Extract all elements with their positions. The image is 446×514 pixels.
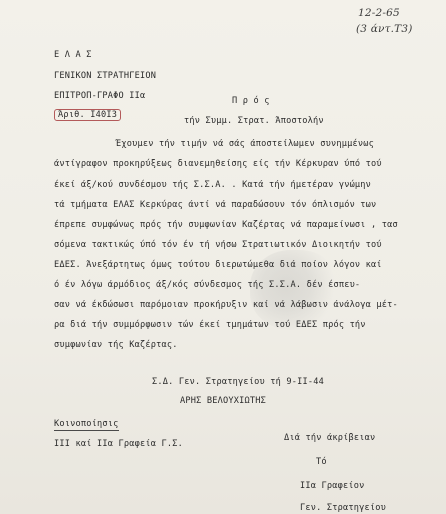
org-name: Ε Λ Α Σ — [54, 50, 92, 60]
signature-place-date: Σ.Δ. Γεν. Στρατηγείου τή 9-ΙΙ-44 — [152, 377, 324, 387]
distribution-line: ΙΙΙ καί ΙΙα Γραφεία Γ.Σ. — [54, 439, 183, 449]
addressee-line: τήν Συμμ. Στρατ. Άποστολήν — [184, 116, 324, 126]
reference-number: Άριθ. Ι40Ι3 — [54, 109, 121, 121]
addressee-label: Π ρ ό ς — [232, 96, 270, 106]
certification-headquarters: Γεν. Στρατηγείου — [300, 503, 386, 513]
org-headquarters: ΓΕΝΙΚΟΝ ΣΤΡΑΤΗΓΕΙΟΝ — [54, 71, 157, 81]
body-line: άντίγραφον προκηρύξεως διανεμηθείσης είς τήν Κέρκυραν ύπό τού — [54, 159, 382, 169]
body-line: ό έν λόγω άρμόδιος άξ/κός σύνδεσμος τής Σ.Σ.Α. δέν έσπευ- — [54, 280, 361, 290]
body-line: τά τμήματα ΕΛΑΣ Κερκύρας άντί νά παραδώσουν τόν όπλισμόν των — [54, 200, 377, 210]
certification-line: Τό — [316, 457, 327, 467]
distribution-label: Κοινοποίησις — [54, 419, 119, 429]
body-line: σαν νά έκδώσωσι παρόμοιαν προκήρυξιν καί νά λάβωσιν άνάλογα μέτ- — [54, 300, 398, 310]
body-line: ΕΔΕΣ. Άνεξάρτητως όμως τούτου διερωτώμεθα διά ποίον λόγον καί — [54, 260, 382, 270]
certification-office: ΙΙα Γραφείον — [300, 481, 365, 491]
body-line: έκεί άξ/κού συνδέσμου τής Σ.Σ.Α. . Κατά τήν ήμετέραν γνώμην — [54, 180, 372, 190]
body-line: ρα διά τήν συμμόρφωσιν τών έκεί τμημάτων τού ΕΔΕΣ πρός τήν — [54, 320, 366, 330]
handwritten-note: (3 άντ.Τ3) — [356, 23, 413, 35]
body-line: σόμενα τακτικώς ύπό τόν έν τή νήσω Στρατιωτικόν Διοικητήν τού — [54, 240, 382, 250]
certification-line: Διά τήν άκρίβειαν — [284, 433, 376, 443]
signatory-name: ΑΡΗΣ ΒΕΛΟΥΧΙΩΤΗΣ — [180, 396, 266, 406]
body-line: Έχουμεν τήν τιμήν νά σάς άποστείλωμεν συνημμένως — [116, 139, 374, 149]
handwritten-date: 12-2-65 — [358, 7, 400, 19]
org-office: ΕΠΙΤΡΟΠ-ΓΡΑΦΟ ΙΙα — [54, 91, 146, 101]
body-line: συμφωνίαν τής Καζέρτας. — [54, 340, 178, 350]
body-line: έπρεπε συμφώνως πρός τήν συμφωνίαν Καζέρτας νά παραμείνωσι , τασ — [54, 220, 398, 230]
